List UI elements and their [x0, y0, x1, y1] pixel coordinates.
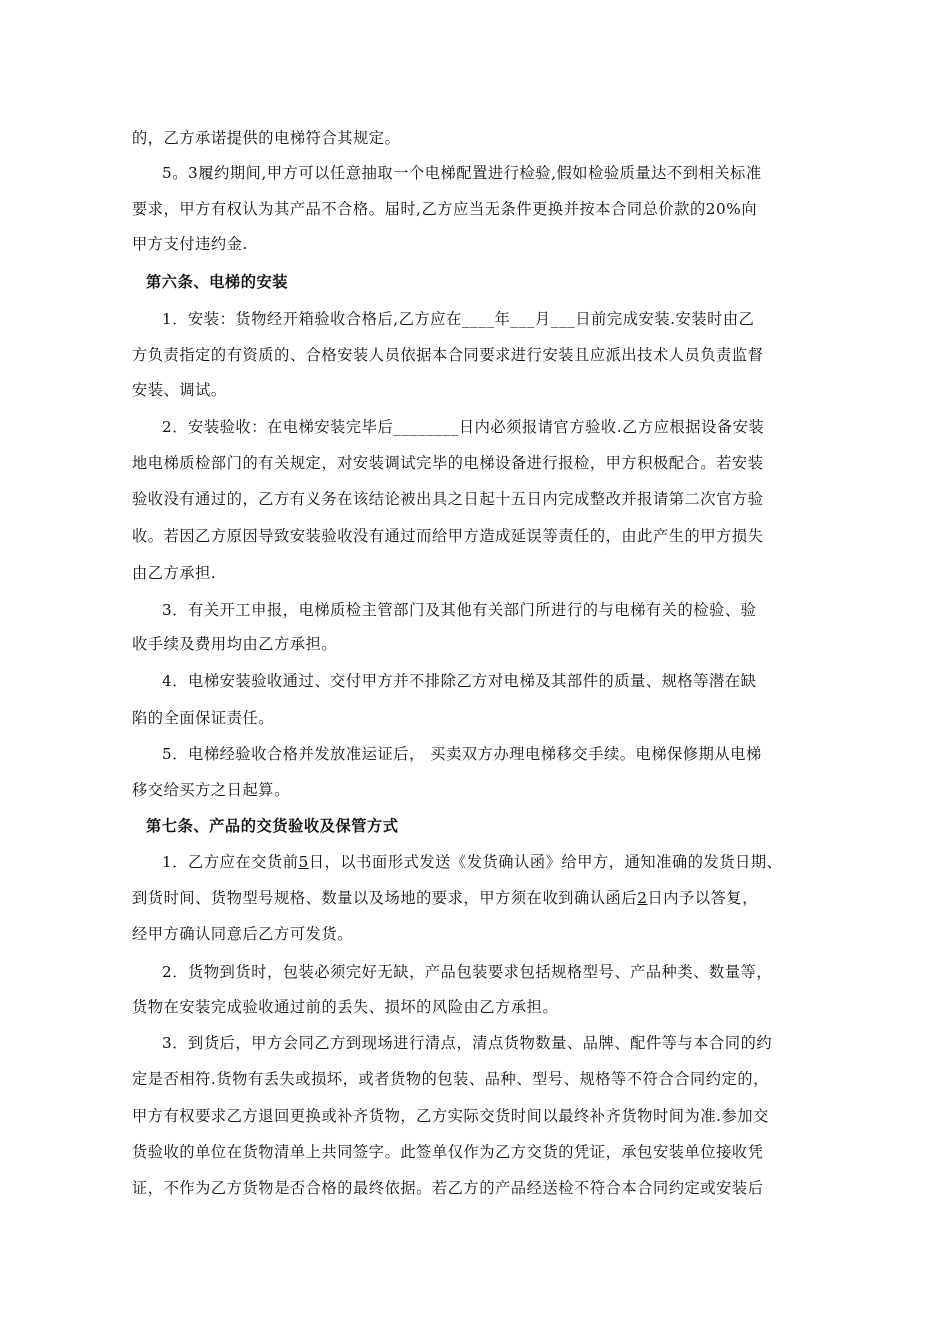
section-heading: 第七条、产品的交货验收及保管方式 [146, 817, 399, 835]
text-line: 3．到货后，甲方会同乙方到现场进行清点，清点货物数量、品牌、配件等与本合同的约 [162, 1034, 773, 1052]
text-line: 证，不作为乙方货物是否合格的最终依据。若乙方的产品经送检不符合本合同约定或安装后 [132, 1179, 764, 1197]
text-line: 2．货物到货时，包装必须完好无缺，产品包装要求包括规格型号、产品种类、数量等， [162, 963, 773, 981]
text-line: 由乙方承担. [132, 564, 217, 582]
text-line: 的，乙方承诺提供的电梯符合其规定。 [132, 129, 401, 147]
section-heading: 第六条、电梯的安装 [146, 273, 289, 291]
text-line: 地电梯质检部门的有关规定，对安装调试完毕的电梯设备进行报检，甲方积极配合。若安装 [132, 454, 764, 472]
text-line: 5．电梯经验收合格并发放准运证后， 买卖双方办理电梯移交手续。电梯保修期从电梯 [162, 745, 762, 763]
text-segment: 到货时间、货物型号规格、数量以及场地的要求，甲方须在收到确认函后 [132, 889, 638, 907]
text-line: 甲方支付违约金. [132, 235, 248, 253]
text-line: 5。3履约期间,甲方可以任意抽取一个电梯配置进行检验,假如检验质量达不到相关标准 [162, 164, 762, 182]
text-line: 1．安装：货物经开箱验收合格后,乙方应在____年___月___日前完成安装.安装时由乙 [162, 310, 755, 328]
text-line: 货验收的单位在货物清单上共同签字。此签单仅作为乙方交货的凭证，承包安装单位接收凭 [132, 1143, 764, 1161]
text-segment: 1．乙方应在交货前 [162, 853, 299, 871]
underlined-value: 2 [637, 889, 648, 907]
text-line: 经甲方确认同意后乙方可发货。 [132, 925, 354, 943]
text-line: 收。若因乙方原因导致安装验收没有通过而给甲方造成延误等责任的，由此产生的甲方损失 [132, 527, 764, 545]
text-line [132, 888, 758, 908]
text-line: 收手续及费用均由乙方承担。 [132, 635, 338, 653]
text-line: 要求，甲方有权认为其产品不合格。届时,乙方应当无条件更换并按本合同总价款的20%向 [132, 200, 758, 218]
text-segment: 日，以书面形式发送《发货确认函》给甲方，通知准确的发货日期、 [308, 853, 783, 871]
text-line: 货物在安装完成验收通过前的丢失、损坏的风险由乙方承担。 [132, 998, 559, 1016]
text-line: 3．有关开工申报，电梯质检主管部门及其他有关部门所进行的与电梯有关的检验、验 [162, 601, 757, 619]
text-line: 移交给买方之日起算。 [132, 781, 290, 799]
text-line: 4．电梯安装验收通过、交付甲方并不排除乙方对电梯及其部件的质量、规格等潜在缺 [162, 672, 757, 690]
text-segment: 日内予以答复， [647, 889, 758, 907]
text-line: 甲方有权要求乙方退回更换或补齐货物，乙方实际交货时间以最终补齐货物时间为准.参加交 [132, 1107, 769, 1125]
text-line: 安装、调试。 [132, 381, 227, 399]
text-line: 验收没有通过的，乙方有义务在该结论被出具之日起十五日内完成整改并报请第二次官方验 [132, 490, 764, 508]
underlined-value: 5 [298, 853, 309, 871]
text-line: 2．安装验收：在电梯安装完毕后________日内必须报请官方验收.乙方应根据设备安装 [162, 418, 765, 436]
text-line: 方负责指定的有资质的、合格安装人员依据本合同要求进行安装且应派出技术人员负责监督 [132, 346, 764, 364]
text-line [162, 852, 782, 872]
text-line: 陷的全面保证责任。 [132, 709, 275, 727]
text-line: 定是否相符.货物有丢失或损坏，或者货物的包装、品种、型号、规格等不符合合同约定的， [132, 1070, 769, 1088]
